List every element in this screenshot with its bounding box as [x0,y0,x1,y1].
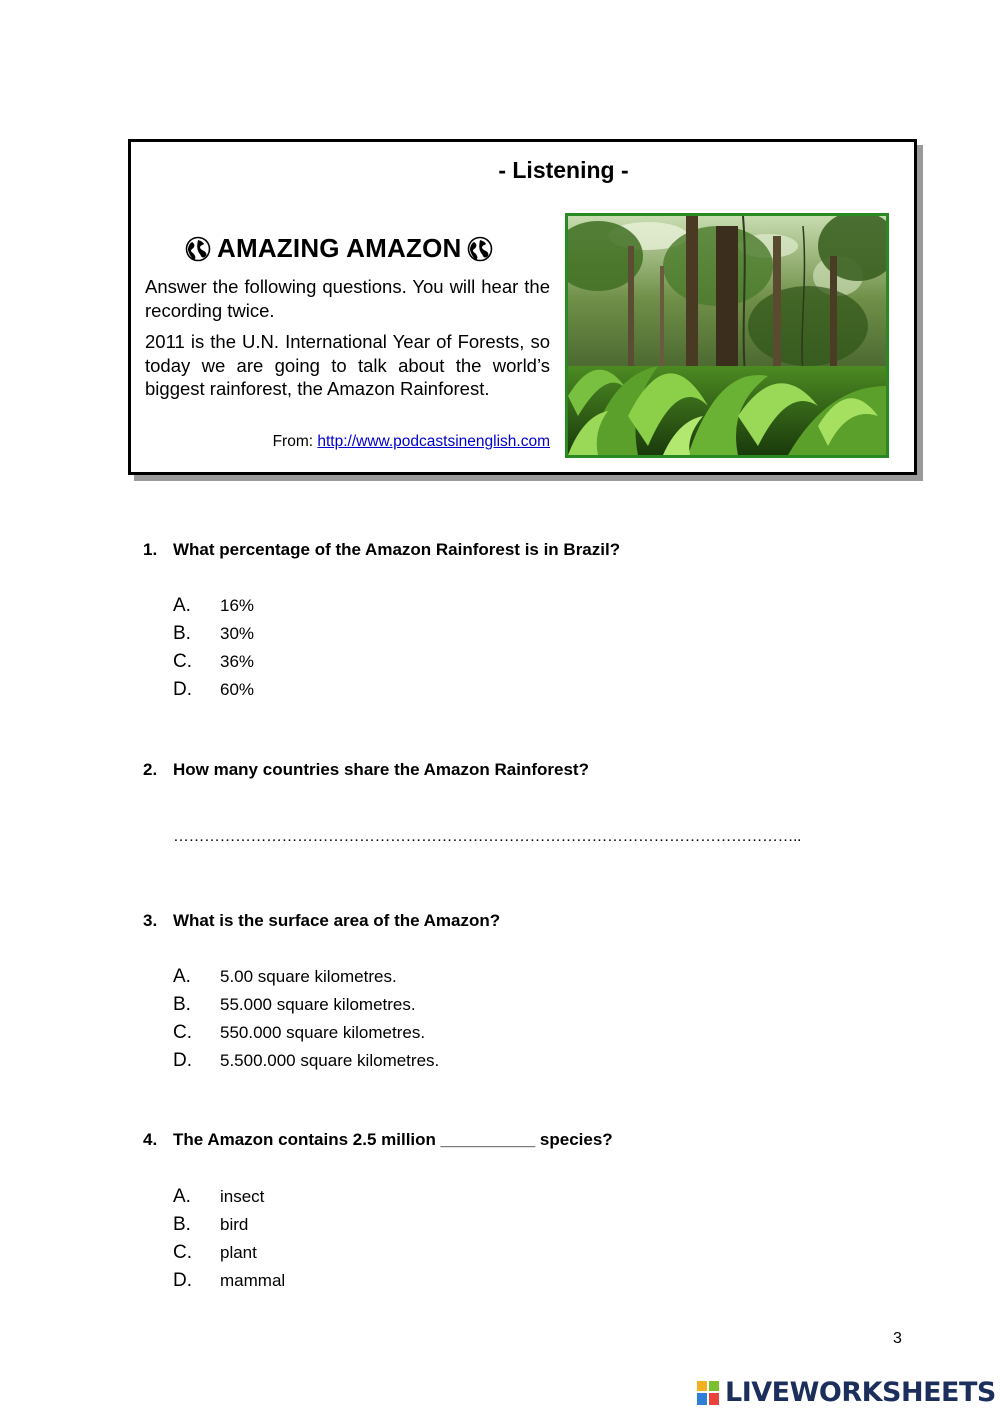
question-text: What percentage of the Amazon Rainforest is in Brazil? [173,540,621,559]
option-c[interactable]: C. plant [173,1242,257,1263]
globe-icon [185,236,211,262]
option-b[interactable]: B. 55.000 square kilometres. [173,994,416,1015]
brand-footer[interactable] [697,1377,996,1408]
question-4-options [173,1183,285,1295]
option-b[interactable]: B. bird [173,1214,249,1235]
question-text: The Amazon contains 2.5 million __________ species? [173,1130,613,1149]
question-1 [143,540,620,560]
option-d[interactable]: D. 5.500.000 square kilometres. [173,1050,440,1071]
question-3 [143,911,500,931]
page-number: 3 [893,1330,902,1347]
question-number: 1. [143,540,158,559]
intro-paragraph: 2011 is the U.N. International Year of Forests, so today we are going to talk about the world’s biggest rainforest, the Amazon Rainforest. [145,331,550,399]
option-d[interactable]: D. 60% [173,679,255,700]
question-text: What is the surface area of the Amazon? [173,911,501,930]
option-a[interactable]: A. 5.00 square kilometres. [173,966,397,987]
main-title [185,233,493,264]
option-d[interactable]: D. mammal [173,1270,286,1291]
instructions [145,275,550,409]
source-label: From: [272,433,314,450]
option-b[interactable]: B. 30% [173,623,255,644]
section-title: - Listening - [498,157,629,183]
question-3-options [173,963,439,1075]
question-number: 3. [143,911,158,930]
source-line [145,433,550,451]
option-c[interactable]: C. 36% [173,651,255,672]
liveworksheets-logo-icon [697,1379,721,1407]
option-c[interactable]: C. 550.000 square kilometres. [173,1022,426,1043]
option-a[interactable]: A. insect [173,1186,265,1207]
question-2 [143,760,589,780]
source-link[interactable]: http://www.podcastsinenglish.com [317,433,550,450]
question-number: 2. [143,760,158,779]
rainforest-illustration [568,216,886,455]
question-1-options [173,592,254,704]
intro-box [128,139,917,475]
globe-icon [467,236,493,262]
rainforest-photo [565,213,889,458]
option-a[interactable]: A. 16% [173,595,255,616]
question-number: 4. [143,1130,158,1149]
main-title-text: AMAZING AMAZON [217,233,462,263]
question-4 [143,1130,613,1150]
question-text: How many countries share the Amazon Rainforest? [173,760,589,779]
answer-line[interactable]: ………………………………………………………………………………………………………….. [173,828,801,845]
brand-name: LIVEWORKSHEETS [725,1377,996,1408]
instructions-paragraph: Answer the following questions. You will hear the recording twice. [145,276,550,321]
